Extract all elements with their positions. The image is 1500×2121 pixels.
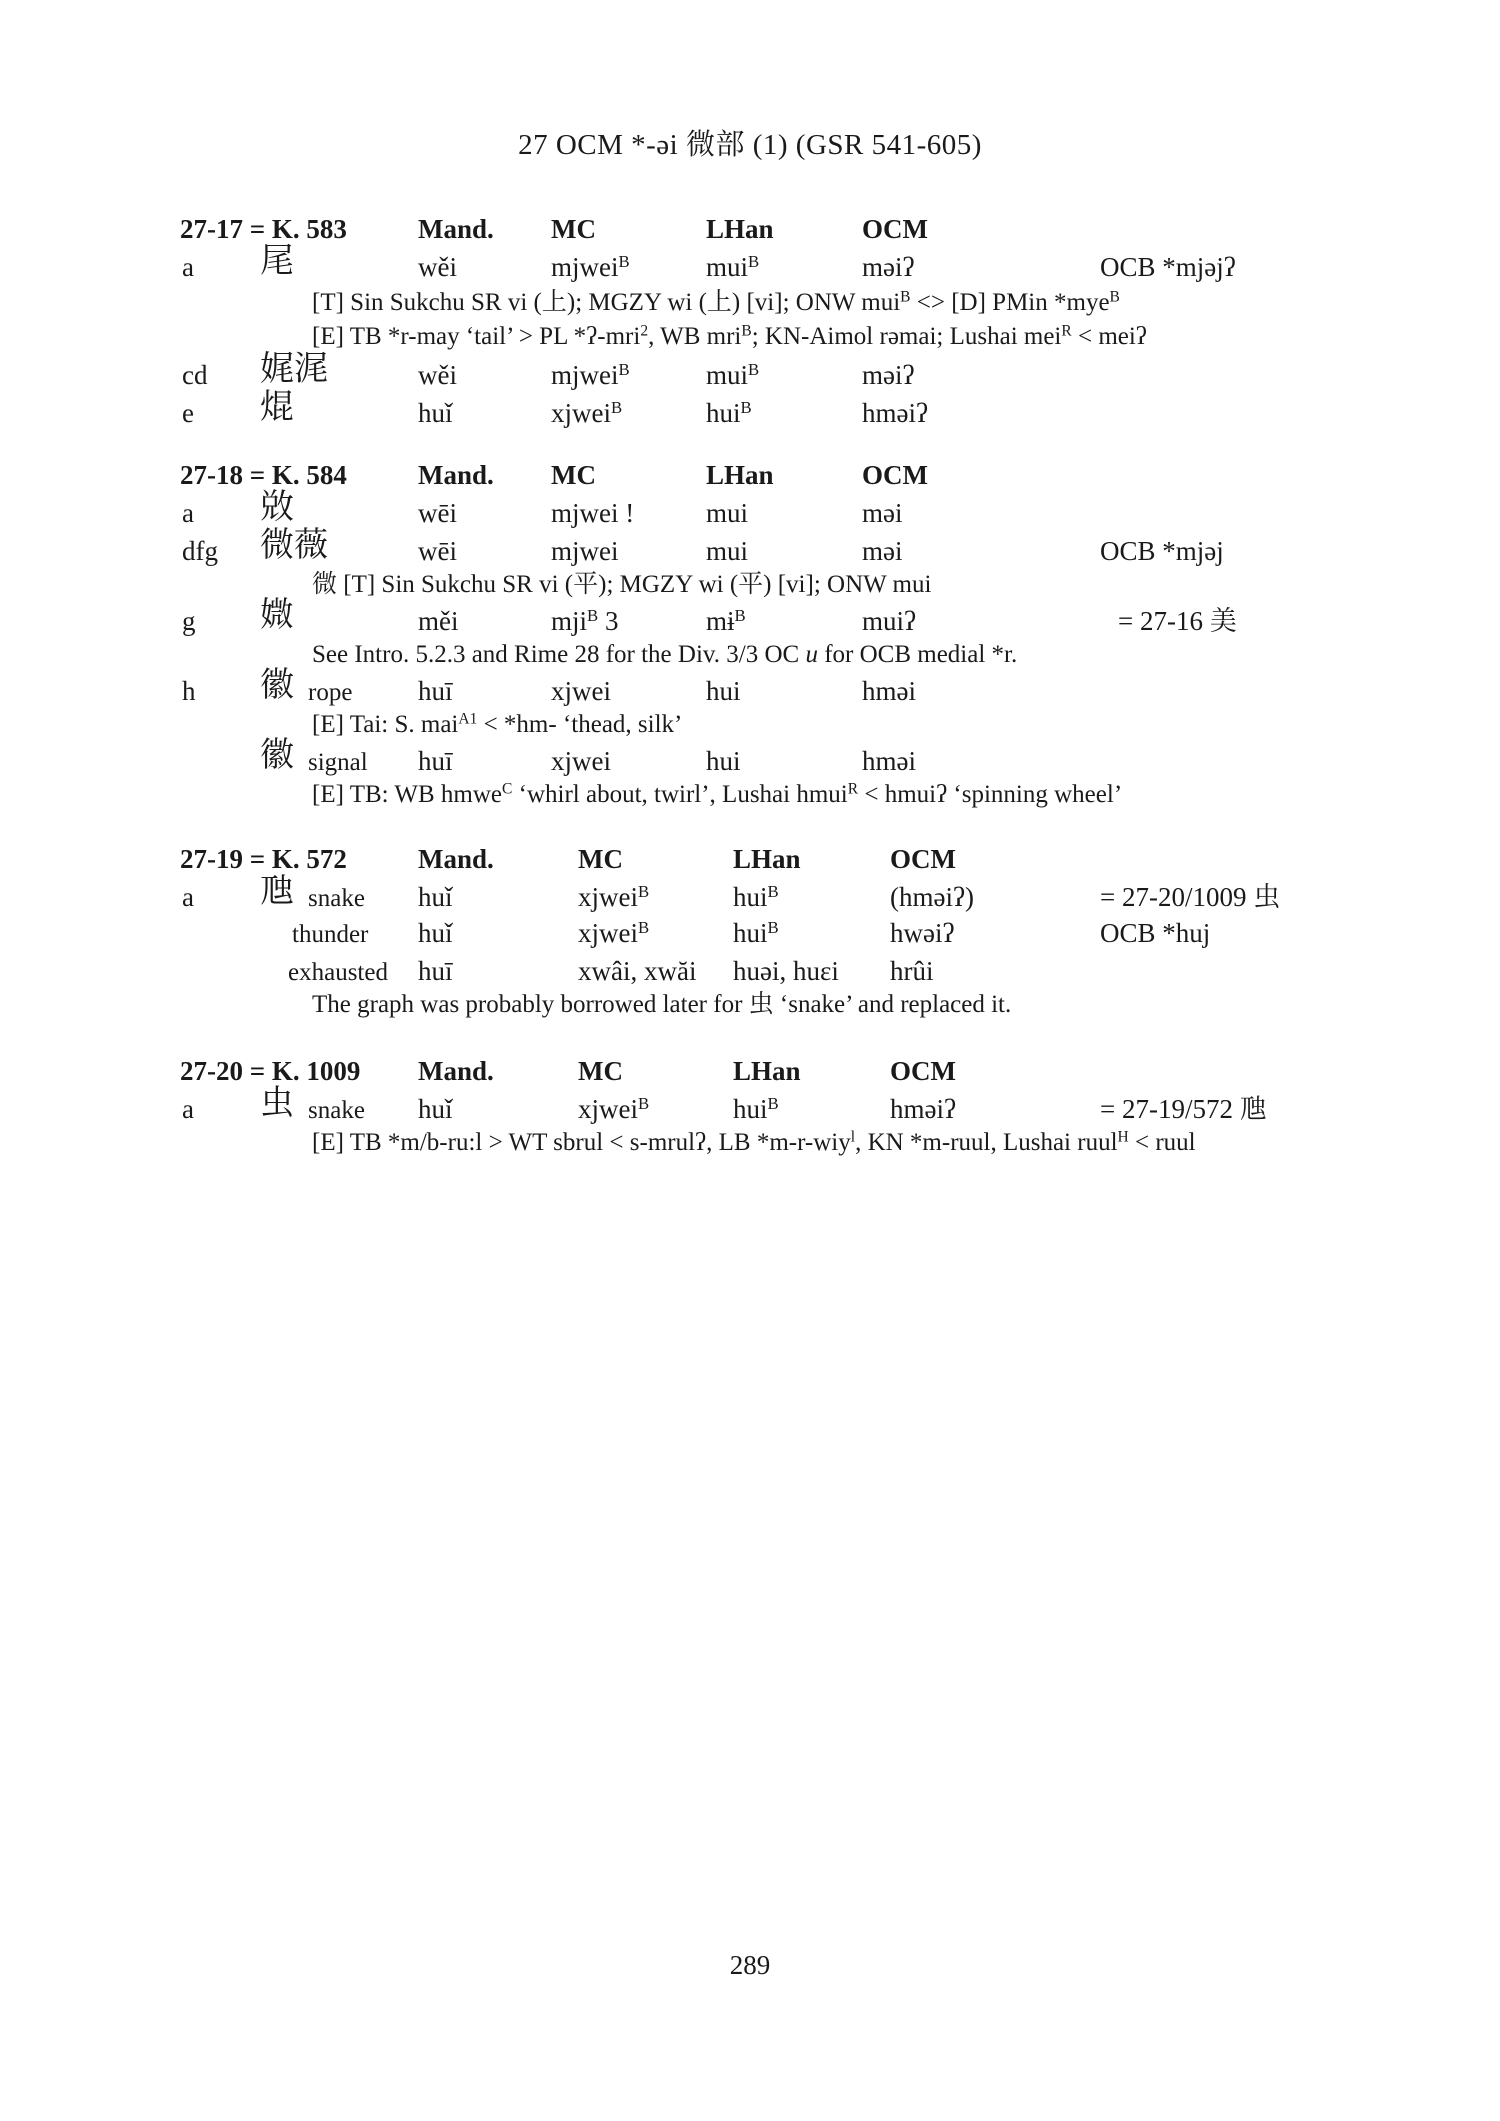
note-text: [E] TB: WB hmwe$^C$ ‘whirl about, twirl’, Lushai hmui$^R$ < hmuiʔ ‘spinning wheel’: [312, 780, 1123, 808]
row-label: cd: [182, 360, 208, 390]
col-mc: MC: [578, 1056, 623, 1086]
row-label: a: [182, 882, 194, 912]
gloss: snake: [308, 885, 365, 912]
graph-char: 敚: [260, 487, 294, 527]
page-header: 27 OCM *-əi 微部 (1) (GSR 541-605): [518, 129, 982, 161]
ocb-reading: OCB *huj: [1100, 918, 1211, 948]
mand-reading: huī: [418, 676, 453, 706]
col-mand: Mand.: [418, 844, 494, 874]
col-mand: Mand.: [418, 214, 494, 244]
graph-char: 微薇: [260, 525, 328, 565]
gloss: exhausted: [288, 959, 388, 986]
col-mc: MC: [551, 214, 596, 244]
ocm-reading: hməiʔ: [862, 398, 928, 428]
entry-id-27-19: 27-19 = K. 572: [180, 844, 347, 874]
lhan-reading: hui$^B$: [706, 397, 752, 428]
ocm-reading: hrûi: [890, 956, 934, 986]
graph-char: 媺: [260, 595, 294, 635]
row-label: h: [182, 676, 196, 706]
mand-reading: wěi: [418, 252, 457, 282]
ocm-reading: hwəiʔ: [890, 918, 955, 948]
mc-reading: mjwei: [551, 536, 619, 566]
mc-reading: mjwei$^B$: [551, 359, 630, 390]
cross-reference: = 27-20/1009 虫: [1100, 882, 1281, 912]
note-text: [E] TB *m/b-ru:l > WT sbrul < s-mrulʔ, LB *m-r-wiy$^l$, KN *m-ruul, Lushai ruul$^H$ < ruul: [312, 1128, 1196, 1156]
mc-reading: xjwei$^B$: [551, 397, 623, 428]
mc-reading: xjwei$^B$: [578, 881, 650, 912]
ocm-reading: hməi: [862, 676, 916, 706]
ocb-reading: OCB *mjəjʔ: [1100, 252, 1236, 282]
entry-id-27-18: 27-18 = K. 584: [180, 460, 347, 490]
graph-char: 虺: [260, 871, 294, 911]
note-text: See Intro. 5.2.3 and Rime 28 for the Div. 3/3 OC u for OCB medial *r.: [312, 641, 1018, 668]
gloss: rope: [308, 679, 353, 706]
lhan-reading: mɨ$^B$: [706, 605, 746, 636]
lhan-reading: mui$^B$: [706, 359, 760, 390]
col-lhan: LHan: [706, 214, 774, 244]
gloss: snake: [308, 1097, 365, 1124]
gloss: thunder: [292, 921, 369, 948]
mand-reading: huǐ: [418, 398, 453, 428]
mc-reading: mjwei !: [551, 498, 635, 528]
note-text: [T] Sin Sukchu SR vi (上); MGZY wi (上) [vi]; ONW mui$^B$ <> [D] PMin *mye$^B$: [312, 288, 1120, 316]
mand-reading: huǐ: [418, 1094, 453, 1124]
note-text: 微 [T] Sin Sukchu SR vi (平); MGZY wi (平) [vi]; ONW mui: [312, 571, 932, 598]
mand-reading: huǐ: [418, 918, 453, 948]
graph-char: 徽: [260, 735, 294, 775]
ocm-reading: (hməiʔ): [890, 882, 974, 912]
lhan-reading: mui$^B$: [706, 251, 760, 282]
graph-char: 尾: [260, 241, 294, 281]
mand-reading: huǐ: [418, 882, 453, 912]
col-ocm: OCM: [862, 460, 928, 490]
mand-reading: měi: [418, 606, 459, 636]
mc-reading: xjwei$^B$: [578, 1093, 650, 1124]
row-label: dfg: [182, 536, 218, 566]
entry-id-27-17: 27-17 = K. 583: [180, 214, 347, 244]
cross-reference: = 27-16 美: [1118, 606, 1237, 636]
col-lhan: LHan: [733, 844, 801, 874]
mc-reading: xjwei: [551, 676, 611, 706]
lhan-reading: hui$^B$: [733, 1093, 779, 1124]
ocm-reading: hməiʔ: [890, 1094, 956, 1124]
mand-reading: wēi: [418, 498, 457, 528]
row-label: e: [182, 398, 194, 428]
mand-reading: huī: [418, 746, 453, 776]
lhan-reading: mui: [706, 498, 749, 528]
col-ocm: OCM: [890, 1056, 956, 1086]
lhan-reading: hui$^B$: [733, 917, 779, 948]
mc-reading: xjwei$^B$: [578, 917, 650, 948]
lhan-reading: hui: [706, 676, 741, 706]
row-label: g: [182, 606, 196, 636]
mc-reading: xwâi, xwăi: [578, 956, 697, 986]
lhan-reading: mui: [706, 536, 749, 566]
col-lhan: LHan: [706, 460, 774, 490]
row-label: a: [182, 498, 194, 528]
col-ocm: OCM: [890, 844, 956, 874]
mc-reading: mji$^B$ 3: [551, 605, 619, 636]
page-number: 289: [729, 1950, 771, 1980]
graph-char: 虫: [260, 1083, 294, 1123]
ocm-reading: muiʔ: [862, 606, 916, 636]
lhan-reading: hui$^B$: [733, 881, 779, 912]
col-mand: Mand.: [418, 1056, 494, 1086]
entry-id-27-20: 27-20 = K. 1009: [180, 1056, 361, 1086]
ocb-reading: OCB *mjəj: [1100, 536, 1224, 566]
mand-reading: wěi: [418, 360, 457, 390]
col-mc: MC: [578, 844, 623, 874]
ocm-reading: hməi: [862, 746, 916, 776]
note-text: [E] TB *r-may ‘tail’ > PL *ʔ-mri$^2$, WB mri$^B$; KN-Aimol rəmai; Lushai mei$^R$ < meiʔ: [312, 322, 1147, 350]
graph-char: 徽: [260, 665, 294, 705]
ocm-reading: məi: [862, 498, 903, 528]
ocm-reading: məiʔ: [862, 252, 915, 282]
cross-reference: = 27-19/572 虺: [1100, 1094, 1267, 1124]
note-text: The graph was probably borrowed later for 虫 ‘snake’ and replaced it.: [312, 991, 1012, 1018]
graph-char: 娓浘: [260, 349, 328, 389]
col-lhan: LHan: [733, 1056, 801, 1086]
col-ocm: OCM: [862, 214, 928, 244]
ocm-reading: məiʔ: [862, 360, 915, 390]
lhan-reading: huəi, huɛi: [733, 956, 839, 986]
col-mc: MC: [551, 460, 596, 490]
mc-reading: xjwei: [551, 746, 611, 776]
row-label: a: [182, 252, 194, 282]
gloss: signal: [308, 749, 368, 776]
mand-reading: wēi: [418, 536, 457, 566]
lhan-reading: hui: [706, 746, 741, 776]
mc-reading: mjwei$^B$: [551, 251, 630, 282]
col-mand: Mand.: [418, 460, 494, 490]
ocm-reading: məi: [862, 536, 903, 566]
row-label: a: [182, 1094, 194, 1124]
mand-reading: huī: [418, 956, 453, 986]
graph-char: 焜: [260, 387, 294, 427]
note-text: [E] Tai: S. mai$^{A1}$ < *hm- ‘thead, silk’: [312, 710, 683, 738]
